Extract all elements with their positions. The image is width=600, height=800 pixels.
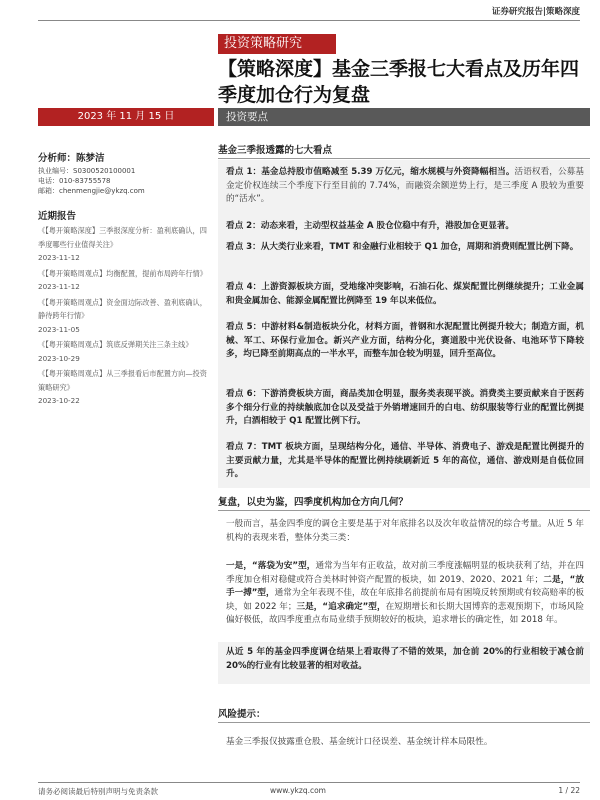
q4-intro: 一般而言，基金四季度的调仓主要是基于对年底排名以及次年收益情况的综合考量。从近 5 年机构的表现来看，整体分类三类：	[226, 519, 584, 543]
footer-disclaimer[interactable]: 请务必阅读最后特别声明与免责条款	[38, 787, 158, 796]
recent-reports-list	[38, 224, 210, 410]
recent-report-item[interactable]: 《【粤开策略周观点】均衡配置，提前布局跨年行情》 2023-11-12	[38, 268, 207, 291]
recent-report-item[interactable]: 《【粤开策略周观点】资金面边际改善、盈利底确认，静待跨年行情》 2023-11-05	[38, 297, 207, 334]
point-6: 看点 6：下游消费板块方面，商品类加仓明显，服务类表现平淡。消费类主要贡献来自于医药多个细分行业的持续触底加仓以及受益于外销增速回升的白电、纺织服装等行业的配置比例提升，白酒相较于 Q1 配置比例下行。	[226, 389, 584, 426]
q4-categories: 一是，“落袋为安”型，通常为当年有正收益，故对前三季度涨幅明显的板块获利了结，并在四季度加仓相对稳健或符合美林时钟资产配置的板块，如 2019、2020、2021 年；二是，“放手一搏”型，通常为全年表现不佳，故在年底排名前提前布局有困境反转预期或有较高赔率的板块，如 2022 年；三是，“追求确定”型，在短期增长和长期大国博弈的悲观预期下，市场风险偏好极低，故四季度重点布局业绩手预期较好的板块，追求增长的确定性，如 2018 年。	[226, 561, 585, 625]
point-3: 看点 3：从大类行业来看，TMT 和金融行业相较于 Q1 加仓，周期和消费则配置比例下降。	[226, 242, 579, 252]
section-divider	[218, 158, 590, 159]
analyst-phone: 电话：010-83755578	[38, 177, 111, 185]
section-heading-q4-review: 复盘，以史为鉴，四季度机构加仓方向几何？	[218, 497, 409, 508]
section-divider	[218, 510, 590, 511]
point-5: 看点 5：中游材料&制造板块分化，材料方面，普钢和水泥配置比例提升较大；制造方面，机械、军工、环保行业加仓。新兴产业方面，结构分化，赛道股中光伏设备、电池环节下降较多，均已降至前期高点的一半水平，而整车加仓较为明显，回升至高位。	[226, 322, 584, 359]
recent-reports-title: 近期报告	[38, 211, 77, 222]
risk-text: 基金三季报仅披露重仓股、基金统计口径误差、基金统计样本局限性。	[226, 737, 493, 747]
summary-section-label: 投资要点	[218, 108, 590, 126]
recent-report-item[interactable]: 《【粤开策略周观点】从三季报看后市配置方向—投资策略研究》 2023-10-22	[38, 369, 207, 405]
report-category: 证券研究报告|策略深度	[491, 7, 580, 17]
recent-report-item[interactable]: 《【粤开策略深度】三季报深度分析：盈利底确认，四季度哪些行业值得关注》 2023-11-12	[38, 226, 207, 262]
point-1: 看点 1：基金总持股市值略减至 5.39 万亿元，缩水规模与外资降幅相当。活语权看，公募基金定价权连续三个季度下行至目前的 7.74%，而融资余额逆势上行，是三季度 A 股较为重要的“活水”。	[226, 167, 584, 204]
q4-conclusion: 从近 5 年的基金四季度调仓结果上看取得了不错的效果，加仓前 20%的行业相较于减仓前 20%的行业有比较显著的相对收益。	[226, 647, 584, 671]
section-divider	[218, 722, 590, 723]
footer-divider	[38, 782, 580, 783]
analyst-name: 分析师：陈梦洁	[38, 153, 105, 164]
report-date: 2023 年 11 月 15 日	[38, 108, 214, 126]
risk-heading: 风险提示：	[218, 709, 266, 720]
section-heading-seven-points: 基金三季报透露的七大看点	[218, 145, 333, 156]
point-4: 看点 4：上游资源板块方面，受地缘冲突影响，石油石化、煤炭配置比例继续提升；工业金属和贵金属加仓、能源金属配置比例降至 19 年以来低位。	[226, 282, 584, 306]
point-2: 看点 2：动态来看，主动型权益基金 A 股仓位稳中有升，港股加仓更显著。	[226, 221, 515, 231]
point-7: 看点 7：TMT 板块方面，呈现结构分化，通信、半导体、消费电子、游戏是配置比例提升的主要贡献力量，尤其是半导体的配置比例持续刷新近 5 年的高位，通信、游戏则是自低位回升。	[226, 442, 584, 479]
recent-report-item[interactable]: 《【粤开策略周观点】筑底反弹期关注三条主线》 2023-10-29	[38, 340, 193, 363]
analyst-info	[38, 150, 214, 196]
report-type-tag: 投资策略研究	[218, 34, 336, 54]
analyst-email[interactable]: 邮箱：chenmengjie@ykzq.com	[38, 187, 145, 195]
footer-website[interactable]: www.ykzq.com	[270, 786, 326, 795]
page-number: 1 / 22	[558, 786, 580, 795]
page-title: 【策略深度】基金三季报七大看点及历年四季度加仓行为复盘	[218, 58, 580, 106]
header-divider	[38, 20, 580, 21]
analyst-license: 执业编号：S0300520100001	[38, 167, 136, 175]
